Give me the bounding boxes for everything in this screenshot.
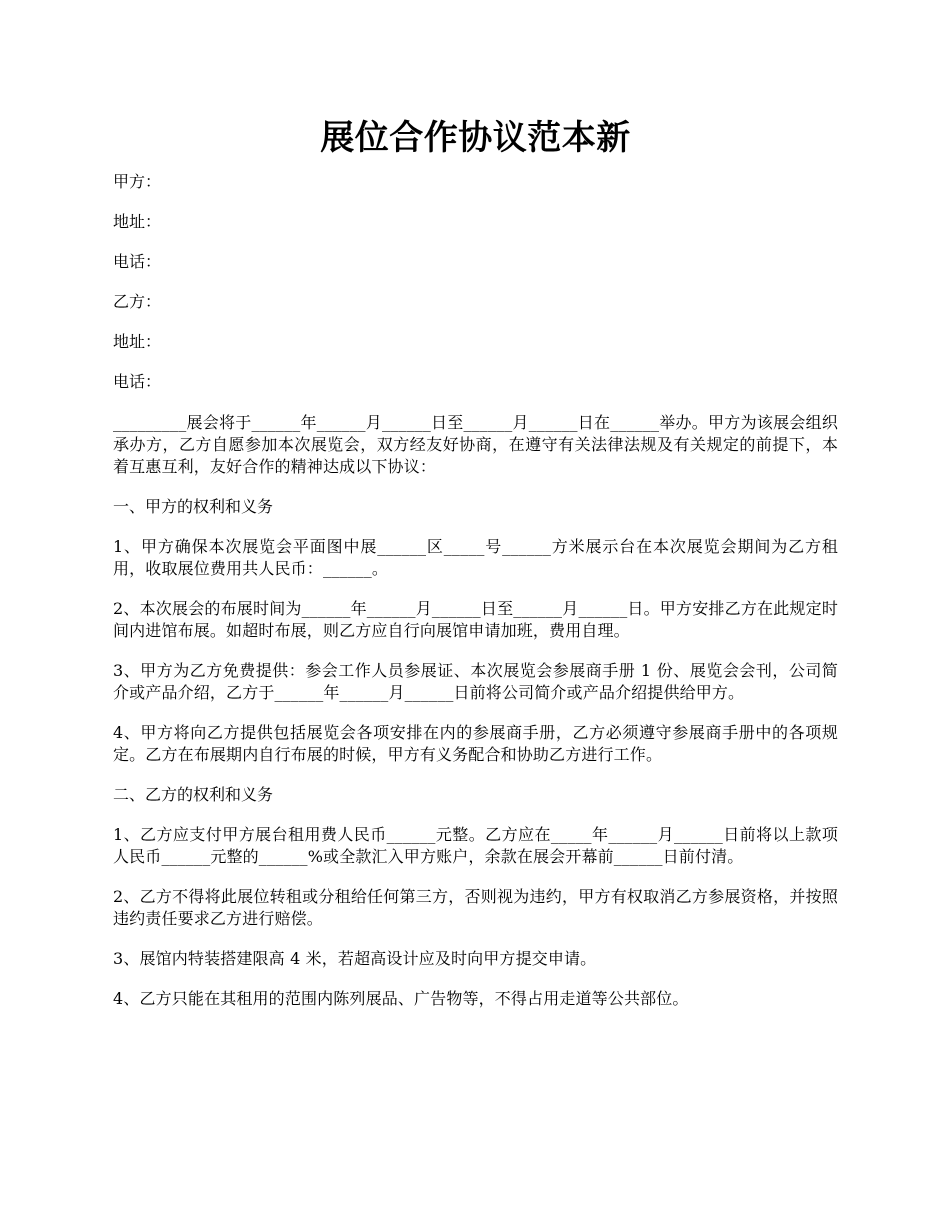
clause-paragraph: 1、甲方确保本次展览会平面图中展______区_____号______方米展示台在本次展览会期间为乙方租用，收取展位费用共人民币：______。 [113, 537, 838, 578]
clause-paragraph: 2、本次展会的布展时间为______年______月______日至______月______日。甲方安排乙方在此规定时间内进馆布展。如超时布展，则乙方应自行向展馆申请加班，费用自理。 [113, 599, 838, 640]
party-b-address-label: 地址： [113, 332, 162, 351]
clause-paragraph: 3、甲方为乙方免费提供：参会工作人员参展证、本次展览会参展商手册 1 份、展览会会刊，公司简介或产品介绍，乙方于______年______月______日前将公司简介或产品介绍提供给甲方。 [113, 661, 838, 702]
party-a-phone-label: 电话： [113, 252, 162, 271]
party-a-address-label: 地址： [113, 212, 162, 231]
intro-paragraph: _________展会将于______年______月______日至______月______日在______举办。甲方为该展会组织承办方，乙方自愿参加本次展览会，双方经友好协商，在遵守有关法律法规及有关规定的前提下，本着互惠互利，友好合作的精神达成以下协议： [113, 413, 838, 476]
section-heading: 一、甲方的权利和义务 [113, 497, 274, 516]
party-a-name-label: 甲方： [113, 172, 162, 191]
clause-paragraph: 2、乙方不得将此展位转租或分租给任何第三方，否则视为违约，甲方有权取消乙方参展资格，并按照违约责任要求乙方进行赔偿。 [113, 887, 838, 928]
party-b-name-label: 乙方： [113, 292, 162, 311]
section-heading: 二、乙方的权利和义务 [113, 785, 274, 804]
clause-paragraph: 1、乙方应支付甲方展台租用费人民币______元整。乙方应在_____年______月______日前将以上款项人民币______元整的______%或全款汇入甲方账户，余款在展会开幕前______日前付清。 [113, 825, 838, 866]
party-b-phone-label: 电话： [113, 372, 162, 391]
document-title: 展位合作协议范本新 [320, 118, 631, 158]
clause-paragraph: 4、乙方只能在其租用的范围内陈列展品、广告物等，不得占用走道等公共部位。 [113, 989, 689, 1008]
party-info [113, 172, 838, 392]
clause-paragraph: 4、甲方将向乙方提供包括展览会各项安排在内的参展商手册，乙方必须遵守参展商手册中的各项规定。乙方在布展期内自行布展的时候，甲方有义务配合和协助乙方进行工作。 [113, 723, 838, 764]
clause-paragraph: 3、展馆内特装搭建限高 4 米，若超高设计应及时向甲方提交申请。 [113, 949, 597, 968]
